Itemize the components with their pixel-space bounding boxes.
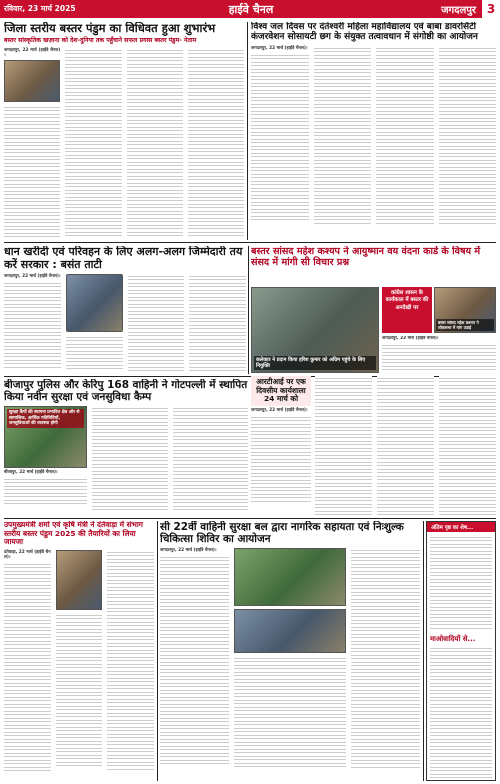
body-text bbox=[4, 105, 60, 240]
issue-date: रविवार, 23 मार्च 2025 bbox=[4, 4, 76, 13]
body-text bbox=[376, 46, 434, 226]
callout-box: कांग्रेस शासन के कार्यकाल में बस्तर की अनदेखी पर bbox=[382, 287, 432, 333]
story-pandum-preparation bbox=[4, 521, 154, 781]
newspaper-title: हाईवे चैनल bbox=[228, 2, 274, 16]
dateline: जगदलपुर, 22 मार्च (हाईवे चैनल)। bbox=[382, 336, 439, 341]
dateline: जगदलपुर, 22 मार्च (हाईवे चैनल)। bbox=[4, 274, 61, 280]
body-text bbox=[92, 406, 167, 510]
masthead bbox=[0, 0, 500, 18]
section-divider bbox=[4, 242, 496, 243]
body-text bbox=[251, 415, 311, 503]
parliament-body bbox=[382, 336, 496, 374]
subhead: बस्तर सांस्कृतिक खज़ाना को देश-दुनिया तक पहुँचाने सफल प्रयास बस्तर पंडुम- नेताम bbox=[4, 37, 197, 45]
story-bijapur bbox=[4, 379, 248, 516]
body-text bbox=[4, 477, 87, 507]
story-basant-tati bbox=[4, 246, 246, 374]
dateline: दंतेवाड़ा, 22 मार्च (हाईवे चैनल)। bbox=[4, 549, 51, 560]
body-text bbox=[127, 48, 183, 238]
body-text bbox=[234, 656, 345, 768]
body-text bbox=[66, 335, 123, 371]
body-text bbox=[377, 376, 434, 516]
body-text bbox=[4, 281, 61, 369]
body-text bbox=[188, 48, 244, 238]
headline: विश्व जल दिवस पर दंतेश्वरी महिला महाविद्यालय एवं बाबा डावरसिंटी कंजरवेशन सोसायटी छग के संयुक्त तत्वावधान में संगोष्ठी का आयोजन bbox=[251, 22, 478, 43]
edition-city: जगदलपुर bbox=[441, 5, 476, 16]
body-text bbox=[439, 46, 497, 226]
sidebar-title: अंतिम पृष्ठ का शेष... bbox=[427, 522, 495, 532]
camp-photo bbox=[4, 406, 87, 468]
dateline: जगदलपुर, 22 मार्च (हाईवे चैनल)। bbox=[4, 47, 61, 58]
headline: बीजापुर पुलिस और केरिपु 168 वाहिनी ने गोटपल्ली में स्थापित किया नवीन सुरक्षा एवं जनसुविधा कैम्प bbox=[4, 379, 248, 404]
headline: धान खरीदी एवं परिवहन के लिए अलग-अलग जिम्मेदारी तय करें सरकार : बसंत ताटी bbox=[4, 246, 243, 271]
body-text bbox=[65, 48, 121, 238]
column-divider bbox=[247, 22, 248, 240]
dateline: बीजापुर, 22 मार्च (हाईवे चैनल)। bbox=[4, 470, 58, 476]
section-divider bbox=[4, 518, 496, 519]
body-text bbox=[56, 613, 103, 769]
column-divider bbox=[248, 246, 249, 374]
headline: जिला स्तरीय बस्तर पंडुम का विधिवत हुआ शुभारंभ bbox=[4, 22, 216, 35]
story-photo bbox=[4, 60, 60, 102]
body-text bbox=[251, 53, 309, 221]
camp-photo bbox=[234, 548, 345, 606]
column-divider bbox=[423, 521, 424, 781]
body-text bbox=[4, 562, 51, 772]
headline: आरटीआई पर एक दिवसीय कार्यशाला 24 मार्च को bbox=[251, 376, 311, 406]
body-text bbox=[430, 646, 492, 781]
dateline: जगदलपुर, 22 मार्च (हाईवे चैनल)। bbox=[251, 407, 308, 413]
body-text bbox=[430, 535, 492, 631]
dateline: जगदलपुर, 22 मार्च (हाईवे चैनल)। bbox=[251, 45, 308, 51]
collector-photo bbox=[251, 287, 379, 373]
parliament-continued bbox=[315, 376, 496, 516]
inspection-photo bbox=[56, 550, 103, 610]
sidebar-subtitle: माओवादियों से... bbox=[430, 635, 476, 643]
story-parliament bbox=[251, 246, 496, 286]
body-text bbox=[439, 376, 496, 516]
body-text bbox=[315, 376, 372, 516]
portrait-photo bbox=[66, 274, 123, 332]
photo-caption: बस्तर सांसद महेश कश्यप ने लोकसभा में मांग उठाई bbox=[436, 319, 494, 331]
dateline: जगदलपुर, 22 मार्च (हाईवे चैनल)। bbox=[160, 548, 217, 554]
page-number: 3 bbox=[482, 0, 500, 18]
parliament-photo bbox=[434, 287, 496, 333]
column-divider bbox=[157, 521, 158, 781]
body-text bbox=[189, 274, 246, 372]
body-text bbox=[314, 46, 372, 226]
story-crpf-camp bbox=[160, 521, 420, 781]
body-text bbox=[351, 548, 420, 770]
continued-sidebar bbox=[426, 521, 496, 781]
camp-photo bbox=[234, 609, 345, 653]
headline: उपमुख्यमंत्री शर्मा एवं कृषि मंत्री ने दंतेवाड़ा में संभाग स्तरीय बस्तर पंडुम 2025 की तैयारियों का लिया जायजा bbox=[4, 521, 143, 547]
body-text bbox=[173, 406, 248, 510]
photo-caption: कलेक्टर ने प्रदान किया हरिश कुमार को अग्रिम पहुंचे के लिए नियुक्ति bbox=[254, 356, 376, 371]
story-women-college bbox=[251, 22, 496, 240]
body-text bbox=[160, 555, 229, 767]
photo-caption: सुरक्षा कैंपों की स्थापना प्रभावित क्षेत्र ओर से सामाजिक, आर्थिक गतिविधियों, जनसुविधाओं की व्यवस्था होगी bbox=[7, 409, 84, 428]
story-bastar-pandum bbox=[4, 22, 244, 240]
headline: सी 22वीं वाहिनी सुरक्षा बल द्वारा नागरिक सहायता एवं निःशुल्क चिकित्सा शिविर का आयोजन bbox=[160, 521, 404, 546]
story-rti-workshop bbox=[251, 376, 311, 516]
headline: बस्तर सांसद महेश कश्यप ने आयुष्मान वय वंदना कार्ड के विषय में संसद में मांगी सी विचार प्रश्न bbox=[251, 246, 481, 269]
body-text bbox=[128, 274, 185, 372]
body-text bbox=[382, 343, 496, 373]
body-text bbox=[107, 550, 154, 770]
